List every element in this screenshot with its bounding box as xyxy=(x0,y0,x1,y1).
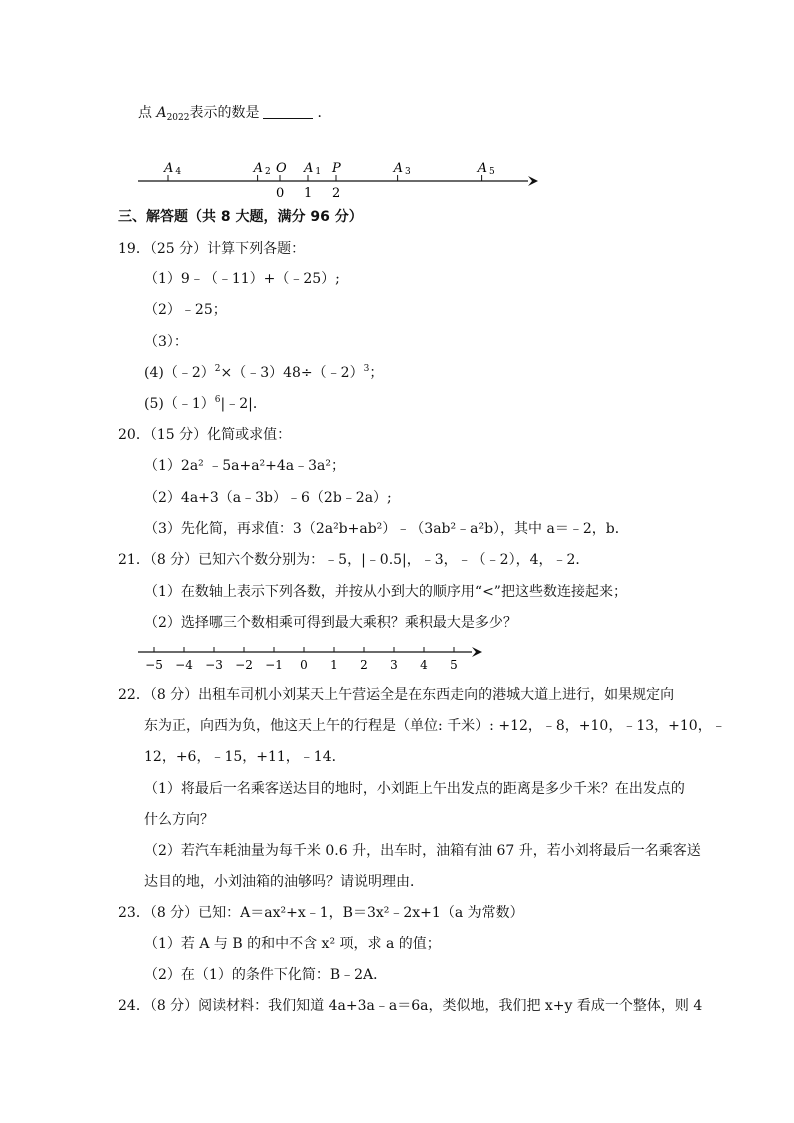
q20-item-2: （2）4a+3（a﹣3b）﹣6（2b﹣2a）; xyxy=(144,490,392,506)
point-label-sub: 1 xyxy=(315,167,322,177)
q24-head: 24．（8 分）阅读材料：我们知道 4a+3a﹣a＝6a，类似地，我们把 x+y 看成一个整体，则 4 xyxy=(118,998,703,1014)
axis-arrow xyxy=(472,647,482,657)
tick-label: 1 xyxy=(330,658,338,672)
q20-item-1: （1）2a² ﹣5a+a²+4a﹣3a²； xyxy=(144,458,346,474)
answer-blank[interactable] xyxy=(263,106,313,119)
q19-item-4: (4)（﹣2）$^2$×（﹣3）48÷（﹣2）$^3$； xyxy=(144,364,384,381)
q19-item-1: （1）9﹣（﹣11）+（﹣25）; xyxy=(144,271,340,287)
q22-line-1: 22．（8 分）出租车司机小刘某天上午营运全是在东西走向的港城大道上进行，如果规定向 xyxy=(118,687,675,703)
q19-item-3: （3）： xyxy=(144,334,188,350)
tick-label: 1 xyxy=(304,186,313,201)
axis-arrow xyxy=(528,176,538,186)
section-3-title: 三、解答题（共 8 大题，满分 96 分） xyxy=(118,209,363,225)
q22-item-2b: 达目的地，小刘油箱的油够吗？请说明理由． xyxy=(144,874,424,890)
point-label: O xyxy=(276,161,287,176)
q19-item-2: （2）﹣25； xyxy=(144,302,227,318)
point-label: A 5 xyxy=(477,161,495,177)
tick-label: −4 xyxy=(175,658,193,672)
tick-label: −2 xyxy=(235,658,253,672)
q22-item-1b: 什么方向？ xyxy=(144,812,214,828)
q20-item-3: （3）先化简，再求值：3（2a²b+ab²）﹣（3ab²﹣a²b），其中 a＝﹣2，b． xyxy=(144,521,629,537)
q22-line-3: 12，+6，﹣15，+11，﹣14． xyxy=(144,749,346,765)
point-label: A 3 xyxy=(393,161,411,177)
point-label: P xyxy=(332,161,341,176)
tick-label: −3 xyxy=(205,658,223,672)
q18-tail-line: 点 $A_{2022}$表示的数是 ． xyxy=(138,105,332,123)
q20-head: 20．（15 分）化简或求值： xyxy=(118,427,292,443)
q19-head: 19．（25 分）计算下列各题： xyxy=(118,241,306,257)
q23-head: 23．（8 分）已知：A＝ax²+x﹣1，B＝3x²﹣2x+1（a 为常数） xyxy=(118,905,524,921)
q22-item-1a: （1）将最后一名乘客送达目的地时，小刘距上午出发点的距离是多少千米？在出发点的 xyxy=(144,781,685,797)
point-label: A 1 xyxy=(304,161,322,177)
number-line-1 xyxy=(130,155,550,205)
q23-item-1: （1）若 A 与 B 的和中不含 x² 项，求 a 的值； xyxy=(144,936,441,952)
tick-label: 5 xyxy=(450,658,458,672)
point-label-sub: 4 xyxy=(175,167,182,177)
tick-label: 0 xyxy=(276,186,285,201)
number-line-2 xyxy=(130,640,490,680)
q19-item-5: (5)（﹣1）$^6$|﹣2|． xyxy=(144,395,267,412)
q21-item-2: （2）选择哪三个数相乘可得到最大乘积？乘积最大是多少？ xyxy=(144,615,517,631)
q21-head: 21．（8 分）已知六个数分别为：﹣5，|﹣0.5|，﹣3，﹣（﹣2），4，﹣2． xyxy=(118,552,590,568)
point-label-sub: 5 xyxy=(488,167,495,177)
tick-label: 3 xyxy=(390,658,398,672)
tick-label: −1 xyxy=(265,658,283,672)
point-label-sub: 3 xyxy=(404,167,411,177)
point-label-sub: 2 xyxy=(264,167,271,177)
q22-line-2: 东为正，向西为负，他这天上午的行程是（单位: 千米）: +12，﹣8，+10，﹣13，+10，﹣ xyxy=(144,718,726,734)
tick-label: 4 xyxy=(420,658,428,672)
q22-item-2a: （2）若汽车耗油量为每千米 0.6 升，出车时，油箱有油 67 升，若小刘将最后一名乘客送 xyxy=(144,843,701,859)
tick-label: −5 xyxy=(145,658,163,672)
point-label: A 4 xyxy=(164,161,182,177)
q23-item-2: （2）在（1）的条件下化简：B﹣2A． xyxy=(144,967,388,983)
tick-label: 2 xyxy=(360,658,368,672)
tick-label: 0 xyxy=(300,658,308,672)
point-label: A 2 xyxy=(253,161,271,177)
q21-item-1: （1）在数轴上表示下列各数，并按从小到大的顺序用“<”把这些数连接起来； xyxy=(144,584,627,600)
tick-label: 2 xyxy=(332,186,341,201)
